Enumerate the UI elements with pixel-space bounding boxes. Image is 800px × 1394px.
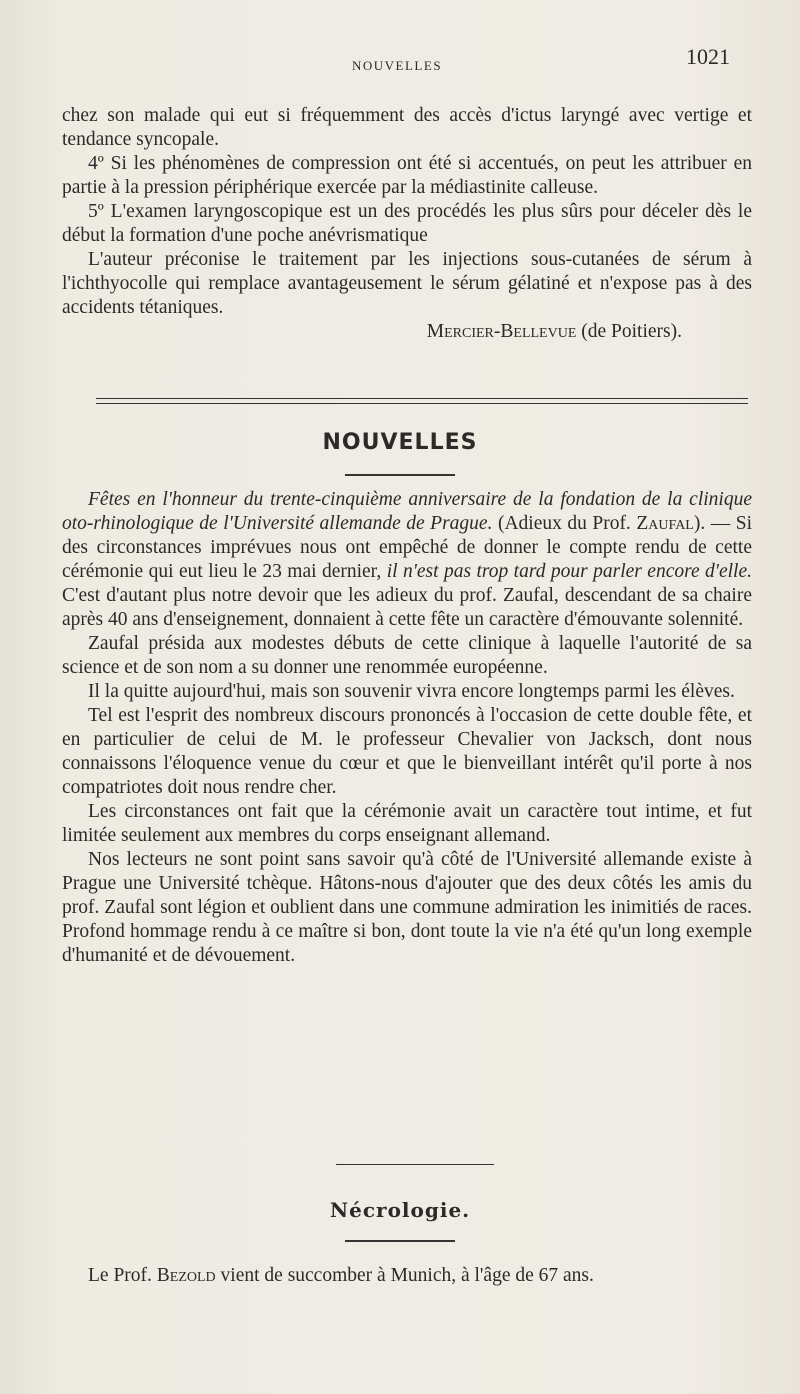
person-name: Zaufal bbox=[636, 513, 694, 534]
top-text-block bbox=[62, 104, 752, 344]
title-underline bbox=[345, 1240, 455, 1242]
author-signature bbox=[62, 320, 752, 344]
paragraph: Tel est l'esprit des nombreux discours prononcés à l'occasion de cette double fête, et en particulier de celui de M. le professeur Chevalier von Jacksch, dont nous connaissons l'éloquence venue du cœur et que le bienveillant intérêt qu'il porte à nos compatriotes doit nous rendre cher. bbox=[62, 705, 752, 798]
paragraph: 5º L'examen laryngoscopique est un des procédés les plus sûrs pour déceler dès le début la formation d'une poche anévrismatique bbox=[62, 201, 752, 246]
title-underline bbox=[345, 474, 455, 476]
text-run: (Adieux du Prof. bbox=[492, 513, 637, 534]
author-name: Mercier-Bellevue bbox=[426, 321, 577, 342]
nouvelles-text-block bbox=[62, 488, 752, 968]
text-run: vient de succomber à Munich, à l'âge de 67 ans. bbox=[215, 1265, 594, 1286]
emphasis: il n'est pas trop tard pour parler encore d'elle. bbox=[386, 561, 752, 582]
section-title-nouvelles: NOUVELLES bbox=[322, 430, 478, 455]
section-title-necrologie: Nécrologie. bbox=[329, 1198, 471, 1222]
paragraph: Nos lecteurs ne sont point sans savoir qu'à côté de l'Université allemande existe à Prague une Université tchèque. Hâtons-nous d'ajouter que des deux côtés les amis du prof. Zaufal sont légion et oublient dans une commune admiration les inimitiés de races. Profond hommage rendu à ce maître si bon, dont toute la vie n'a été qu'un long exemple d'humanité et de dévouement. bbox=[62, 849, 752, 966]
paragraph: 4º Si les phénomènes de compression ont été si accentués, on peut les attribuer en partie à la pression périphérique exercée par la médiastinite calleuse. bbox=[62, 153, 752, 198]
headline: Fêtes en l'honneur du trente-cinquième anniversaire de la fondation de la clinique oto-rhinologique de l'Université allemande de Prague. bbox=[62, 489, 752, 534]
page-number: 1021 bbox=[686, 44, 730, 69]
paragraph bbox=[62, 488, 752, 632]
paragraph: Zaufal présida aux modestes débuts de cette clinique à laquelle l'autorité de sa science et de son nom a su donner une renommée européenne. bbox=[62, 633, 752, 678]
author-place: (de Poitiers). bbox=[576, 321, 682, 342]
running-head: NOUVELLES bbox=[352, 58, 443, 73]
paragraph bbox=[62, 1264, 752, 1288]
paragraph: Il la quitte aujourd'hui, mais son souvenir vivra encore longtemps parmi les élèves. bbox=[88, 681, 735, 702]
text-run: Le Prof. bbox=[88, 1265, 157, 1286]
section-divider bbox=[96, 398, 748, 404]
section-divider-short bbox=[336, 1164, 494, 1165]
paragraph: chez son malade qui eut si fréquemment des accès d'ictus laryngé avec vertige et tendance syncopale. bbox=[62, 105, 752, 150]
text-run: C'est d'autant plus notre devoir que les adieux du prof. Zaufal, descendant de sa chaire après 40 ans d'enseignement, donnaient à cette fête un caractère d'émouvante solennité. bbox=[62, 585, 752, 630]
paragraph: L'auteur préconise le traitement par les injections sous-cutanées de sérum à l'ichthyocolle qui remplace avantageusement le sérum gélatiné et n'expose pas à des accidents tétaniques. bbox=[62, 249, 752, 318]
paragraph: Les circonstances ont fait que la cérémonie avait un caractère tout intime, et fut limitée seulement aux membres du corps enseignant allemand. bbox=[62, 801, 752, 846]
text-run: ). — Si des circonstances imprévues nous ont empêché de donner le compte rendu de cette cérémonie qui eut lieu le 23 mai dernier, bbox=[62, 513, 752, 582]
necrologie-text-block bbox=[62, 1264, 752, 1288]
person-name: Bezold bbox=[156, 1265, 216, 1286]
